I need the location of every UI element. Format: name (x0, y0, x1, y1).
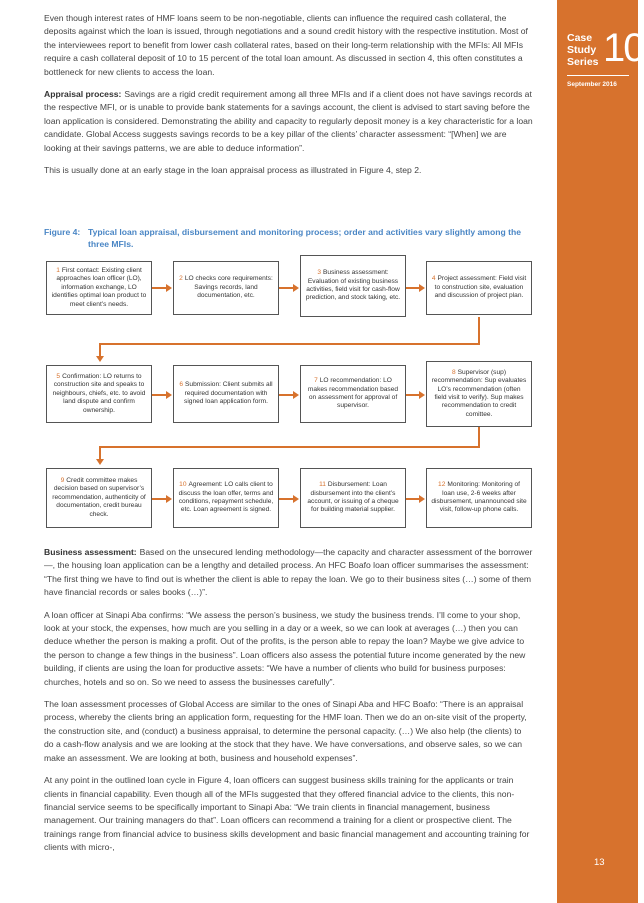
arrow-head (166, 284, 172, 292)
step-number: 10 (179, 481, 187, 489)
paragraph-text: Savings are a rigid credit requirement among all three MFIs and if a client does not have savings records at the respective MFI, or is unable to provide bank statements for a savings account, the client is advised to start saving before the loan application is considered. Demonstrating the ability and capacity to regularly deposit money is a key characteristic for a loan candidate. Global Access suggests savings records to be a key pillar of the clients’ character assessment: “[When] we are looking at their savings patterns, we are able to deduce information”. (44, 89, 533, 153)
figure-label: Figure 4: (44, 227, 81, 237)
figure-caption (44, 226, 533, 250)
paragraph (44, 546, 533, 600)
process-step-box (300, 255, 406, 317)
process-diagram (44, 255, 533, 537)
process-step-box (46, 261, 152, 315)
step-text: LO recommendation: LO makes recommendation based on assessment for approval of supervisor. (307, 377, 399, 410)
step-text: Business assessment: Evaluation of existing business activities, field visit for cash-flow prediction, and stock taking, etc. (305, 269, 401, 302)
lower-body-text (44, 546, 533, 864)
step-text: Project assessment: Field visit to construction site, evaluation and discussion of project plan. (434, 275, 527, 300)
process-step-content (51, 477, 147, 519)
series-label-line: Study (567, 44, 597, 56)
process-step-box (173, 468, 279, 528)
process-step-content (431, 481, 527, 515)
paragraph: At any point in the outlined loan cycle in Figure 4, loan officers can suggest business skills training for the applicants or train clients in financial capability. Even though all of the MFIs suggested that they offered financial advice to the clients, this non-financial service seems to be specifically important to Sinapi Aba: “We train clients in financial management, business management. Our training managers do that”. Loan officers can recommend a training for a client or prospective client. The trainings range from financial advice to business skills development and basic financial management and accounting training for clients with micro-, (44, 775, 530, 853)
flow-connector (99, 343, 101, 357)
series-label (567, 32, 599, 68)
process-step-box (46, 468, 152, 528)
upper-body-text (44, 12, 533, 186)
run-in-heading: Appraisal process: (44, 89, 122, 100)
process-step-box (46, 365, 152, 423)
series-label-line: Series (567, 56, 599, 68)
arrow-head (166, 495, 172, 503)
flow-connector (99, 446, 101, 460)
arrow-head (419, 495, 425, 503)
arrow-head (293, 495, 299, 503)
step-text: Submission: Client submits all required documentation with signed loan application form. (184, 381, 273, 406)
arrow-head (419, 284, 425, 292)
series-divider (567, 75, 629, 76)
arrow-head (166, 391, 172, 399)
page-number: 13 (594, 857, 605, 868)
step-text: Disbursement: Loan disbursement into the client’s account, or issuing of a cheque for building material supplier. (307, 481, 399, 514)
arrow-head (293, 391, 299, 399)
step-number: 5 (56, 372, 61, 380)
step-number: 12 (438, 481, 446, 489)
process-step-box (426, 468, 532, 528)
series-label-line: Case (567, 32, 593, 44)
process-step-content (51, 373, 147, 415)
step-text: Agreement: LO calls client to discuss the loan offer, terms and conditions, repayment schedule, etc. Loan agreement is signed. (178, 481, 274, 514)
process-step-box (300, 365, 406, 423)
step-number: 3 (317, 269, 322, 277)
issue-date: September 2016 (567, 81, 617, 88)
process-step-box (173, 261, 279, 315)
figure-caption-body: Typical loan appraisal, disbursement and monitoring process; order and activities vary slightly among the three MFIs. (88, 227, 521, 249)
process-step-content (51, 267, 147, 309)
arrow-head (96, 356, 104, 362)
step-number: 1 (56, 266, 60, 274)
process-step-content (178, 481, 274, 515)
flow-connector (99, 446, 480, 448)
series-number: 10 (603, 26, 644, 70)
process-step-box (426, 261, 532, 315)
flow-arrow (152, 287, 167, 289)
flow-arrow (279, 498, 294, 500)
paragraph: This is usually done at an early stage in the loan appraisal process as illustrated in Figure 4, step 2. (44, 165, 422, 176)
step-number: 11 (319, 481, 326, 489)
process-step-content (431, 369, 527, 419)
figure-caption-text (44, 226, 533, 250)
paragraph: A loan officer at Sinapi Aba confirms: “We assess the person’s business, we study the business trends. I’ll come to your shop, look at your stock, the expenses, how much are you selling in a day or a week, so we can look at averages (…) then you can deduce whether the person is making a profit. Out of the profits, is the person able to repay the loan? Maybe we give advice to the person to change a few things in the business”. Loan officers also assess the potential future income generated by the new building, if clients are using the loan for productive assets: “We have a number of clients who build for business purposes: churches, hotels and so on. So we need to assess the businesses carefully”. (44, 609, 526, 687)
flow-connector (99, 343, 480, 345)
arrow-head (96, 459, 104, 465)
flow-arrow (152, 394, 167, 396)
process-step-box (426, 361, 532, 427)
process-step-content (305, 269, 401, 303)
step-number: 4 (431, 275, 436, 283)
sidebar-band (557, 0, 638, 903)
arrow-head (419, 391, 425, 399)
flow-arrow (152, 498, 167, 500)
paragraph-text: Based on the unsecured lending methodology—the capacity and character assessment of the borrower—, the housing loan application can be a lengthy and detailed process. An HFC Boafo loan officer summarises the assessment: “The first thing we have to find out is whether the client is able to repay the loan. We go to their business sites (…) some of them have financial records or sales books (…)”. (44, 547, 533, 598)
step-number: 2 (179, 275, 183, 283)
step-text: LO checks core requirements: Savings records, land documentation, etc. (184, 275, 273, 300)
step-text: Confirmation: LO returns to construction site and speaks to neighbours, chiefs, etc. to avoid land dispute and confirm ownership. (52, 372, 146, 414)
flow-arrow (406, 287, 420, 289)
flow-arrow (279, 287, 294, 289)
step-number: 9 (60, 476, 65, 484)
flow-connector (478, 317, 480, 344)
process-step-content (305, 377, 401, 411)
step-number: 6 (179, 381, 184, 389)
step-text: Supervisor (sup) recommendation: Sup evaluates LO’s recommendation (often field visit to verify). Sup makes recommendation to credit comittee. (431, 368, 527, 418)
step-text: First contact: Existing client approaches loan officer (LO), information exchange, LO identifies optimal loan product to meet client’s needs. (51, 266, 147, 308)
step-number: 7 (314, 377, 318, 385)
paragraph: Even though interest rates of HMF loans seem to be non-negotiable, clients can influence the required cash collateral, the deposits against which the loan is issued, through negotiations and a sound credit history with the respective institution. Most of the interviewees report to benefit from lower cash collateral rates, based on their long-term relationship with the MFIs: All MFIs require a cash collateral deposit of 10 to 15 percent of the total loan amount. As discussed in section 4, this often constitutes a bottleneck for new clients to access the loan. (44, 13, 528, 77)
arrow-head (293, 284, 299, 292)
paragraph (44, 88, 533, 155)
run-in-heading: Business assessment: (44, 547, 137, 557)
process-step-content (305, 481, 401, 515)
flow-arrow (279, 394, 294, 396)
step-text: Credit committee makes decision based on supervisor’s recommendation, authenticity of documentation, credit bureau check. (52, 476, 146, 518)
process-step-box (173, 365, 279, 423)
step-number: 8 (451, 368, 456, 376)
process-step-content (178, 381, 274, 406)
flow-arrow (406, 498, 420, 500)
process-step-content (431, 275, 527, 300)
flow-arrow (406, 394, 420, 396)
process-step-box (300, 468, 406, 528)
process-step-content (178, 275, 274, 300)
flow-connector (478, 427, 480, 447)
step-text: Monitoring: Monitoring of loan use, 2-6 weeks after disbursement, unannounced site visit, follow-up phone calls. (431, 481, 527, 514)
paragraph: The loan assessment processes of Global Access are similar to the ones of Sinapi Aba and HFC Boafo: “There is an appraisal process, whereby the clients bring an application form, requesting for the HMF loan. Then we do an on-site visit of the property, the construction site, and (conduct) a business appraisal, to determine the personal capacity. (…) We also help (the clients) to do a cash-flow analysis and we are looking at the stock that they have. We have conversations, and observe sales, so we can make an assessment. We are looking at both, business and household expenses”. (44, 699, 527, 763)
